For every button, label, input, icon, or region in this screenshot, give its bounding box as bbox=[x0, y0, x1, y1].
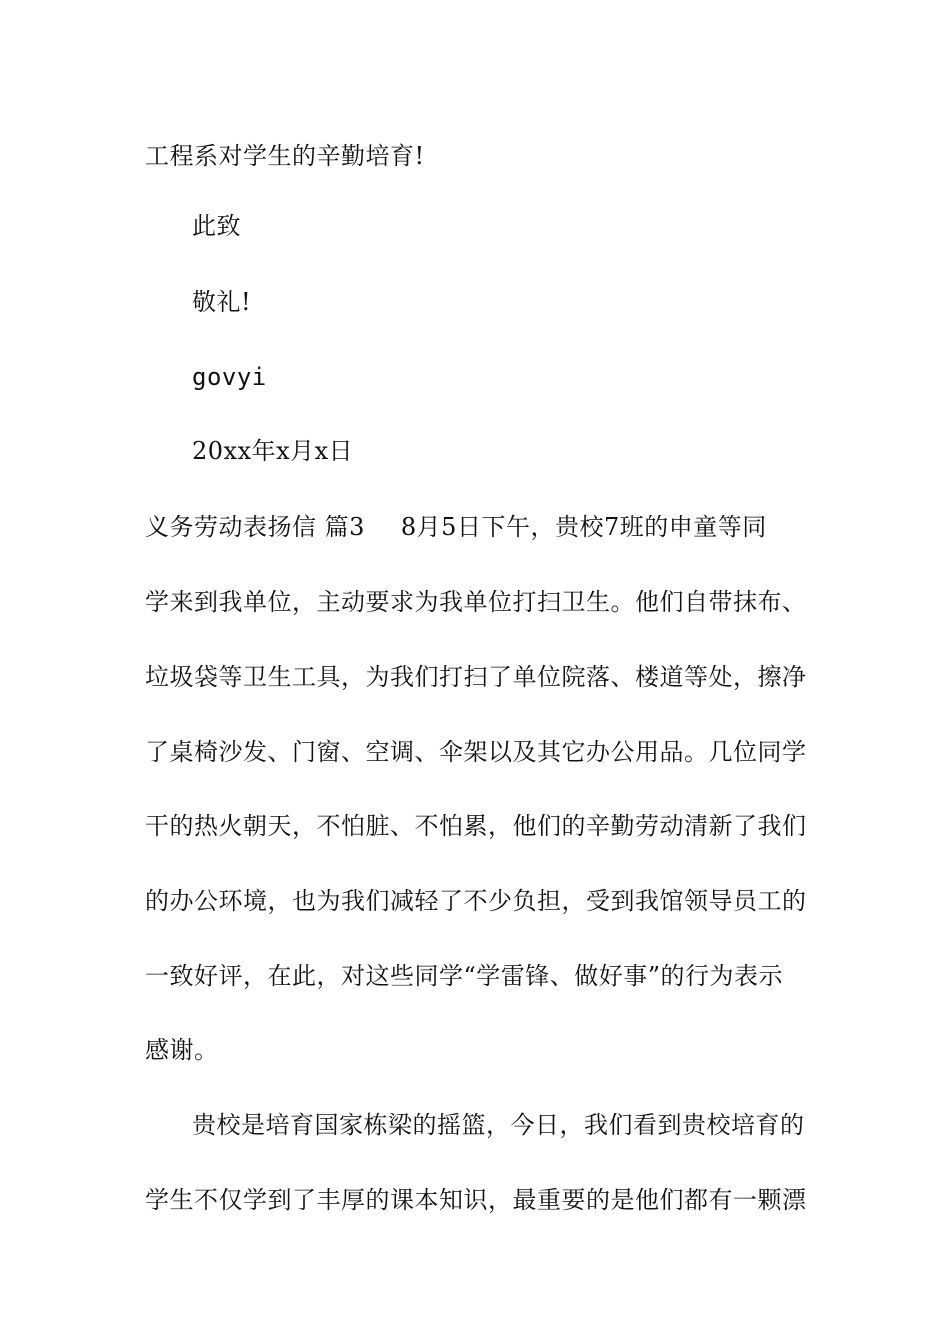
text-line: 一致好评，在此，对这些同学“学雷锋、做好事”的行为表示 bbox=[145, 962, 784, 990]
text-line: 的办公环境，也为我们减轻了不少负担，受到我馆领导员工的 bbox=[145, 887, 807, 915]
text-line: 学来到我单位，主动要求为我单位打扫卫生。他们自带抹布、 bbox=[145, 588, 807, 616]
section-title: 义务劳动表扬信 篇3 bbox=[145, 513, 365, 541]
closing-salutation: 此致 bbox=[192, 212, 241, 240]
text-line: 工程系对学生的辛勤培育! bbox=[145, 142, 425, 170]
text-line: 感谢。 bbox=[145, 1036, 219, 1064]
paragraph-start: 贵校是培育国家栋梁的摇篮，今日，我们看到贵校培育的 bbox=[192, 1111, 805, 1139]
signature: govyi bbox=[192, 363, 267, 391]
closing-respect: 敬礼! bbox=[192, 288, 252, 316]
section-line bbox=[145, 511, 807, 543]
text-line: 学生不仅学到了丰厚的课本知识，最重要的是他们都有一颗漂 bbox=[145, 1186, 807, 1214]
text-line: 了桌椅沙发、门窗、空调、伞架以及其它办公用品。几位同学 bbox=[145, 738, 807, 766]
text-line: 垃圾袋等卫生工具，为我们打扫了单位院落、楼道等处，擦净 bbox=[145, 663, 807, 691]
paragraph-start: 8月5日下午，贵校7班的申童等同 bbox=[400, 513, 767, 541]
text-line: 干的热火朝天，不怕脏、不怕累，他们的辛勤劳动清新了我们 bbox=[145, 812, 807, 840]
date-line: 20xx年x月x日 bbox=[192, 437, 354, 465]
